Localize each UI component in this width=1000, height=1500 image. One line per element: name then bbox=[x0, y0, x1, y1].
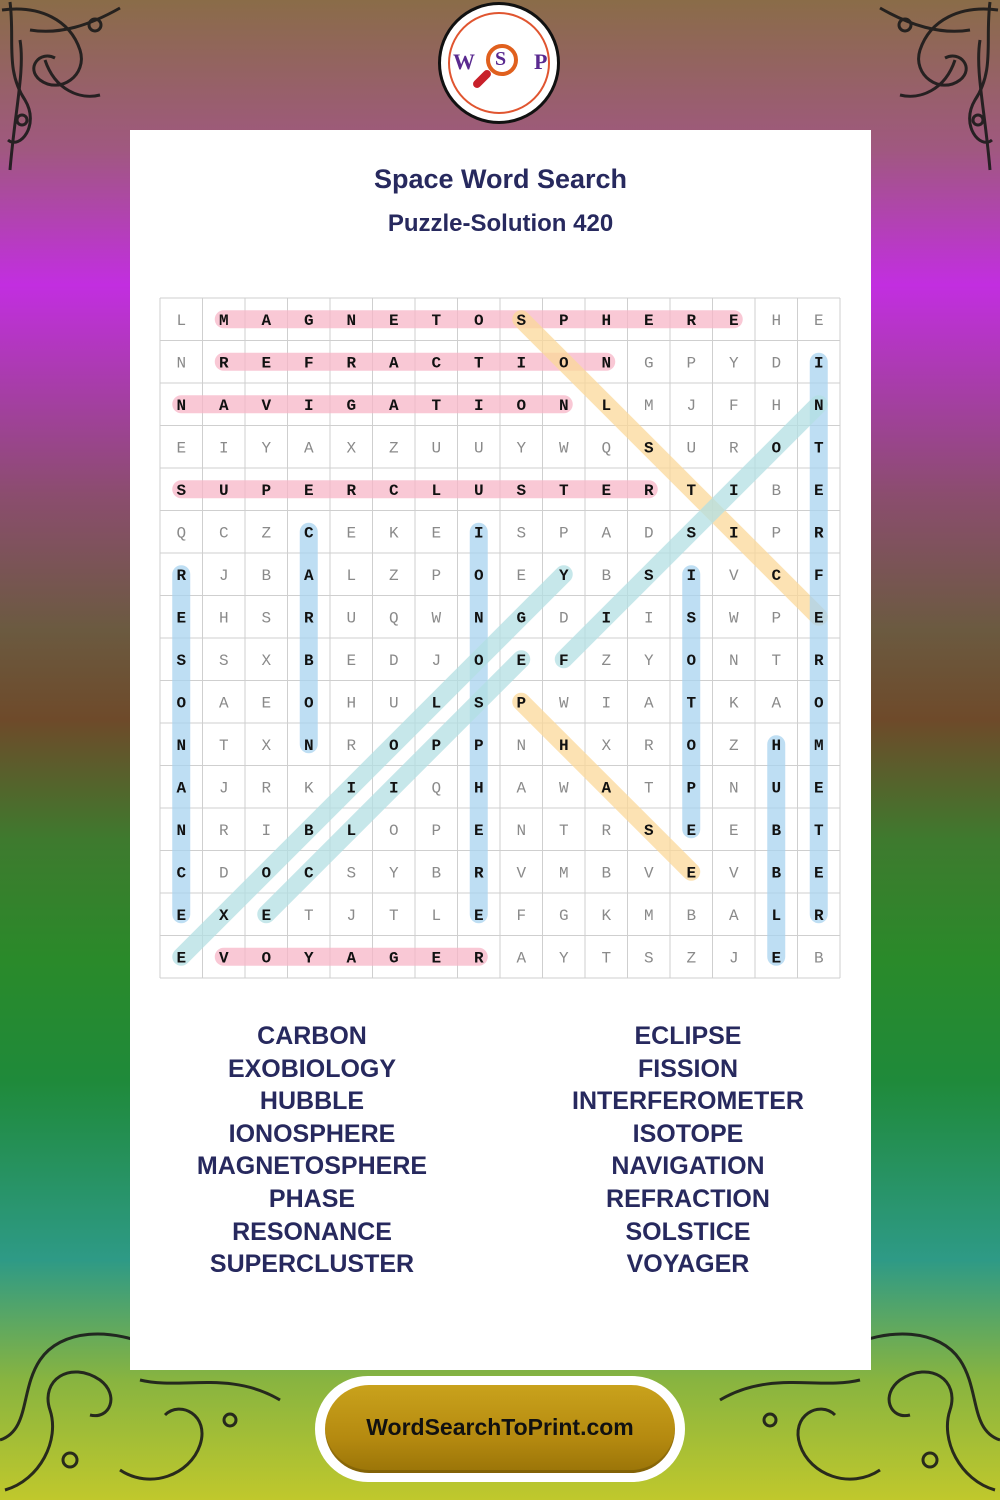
site-logo[interactable] bbox=[438, 2, 560, 124]
grid-letter[interactable]: G bbox=[346, 396, 357, 415]
grid-letter[interactable]: E bbox=[431, 949, 442, 968]
grid-letter[interactable]: Q bbox=[388, 609, 399, 628]
word-list-item: ISOTOPE bbox=[632, 1119, 744, 1148]
grid-letter[interactable]: P bbox=[473, 736, 484, 755]
grid-letter[interactable]: C bbox=[218, 524, 229, 543]
grid-letter[interactable]: W bbox=[431, 609, 442, 628]
grid-letter[interactable]: Y bbox=[728, 354, 739, 373]
grid-letter[interactable]: E bbox=[643, 311, 654, 330]
grid-letter[interactable]: B bbox=[303, 821, 314, 840]
grid-letter[interactable]: I bbox=[601, 609, 612, 628]
grid-letter[interactable]: B bbox=[601, 864, 612, 883]
grid-letter[interactable]: Y bbox=[558, 949, 569, 968]
grid-letter[interactable]: V bbox=[218, 949, 229, 968]
grid-letter[interactable]: S bbox=[516, 524, 527, 543]
grid-letter[interactable]: G bbox=[388, 949, 399, 968]
grid-letter[interactable]: A bbox=[176, 779, 187, 798]
grid-letter[interactable]: M bbox=[813, 736, 824, 755]
grid-letter[interactable]: A bbox=[516, 779, 527, 798]
puzzle-subtitle: Puzzle-Solution 420 bbox=[387, 210, 614, 237]
grid-letter[interactable]: E bbox=[176, 439, 187, 458]
grid-letter[interactable]: E bbox=[176, 949, 187, 968]
grid-letter[interactable]: P bbox=[431, 566, 442, 585]
grid-letter[interactable]: I bbox=[473, 524, 484, 543]
grid-letter[interactable]: S bbox=[218, 651, 229, 670]
grid-letter[interactable]: J bbox=[346, 906, 357, 925]
grid-letter[interactable]: U bbox=[431, 439, 442, 458]
grid-letter[interactable]: V bbox=[728, 566, 739, 585]
grid-letter[interactable]: L bbox=[431, 481, 442, 500]
grid-letter[interactable]: N bbox=[346, 311, 357, 330]
grid-letter[interactable]: I bbox=[728, 524, 739, 543]
grid-letter[interactable]: I bbox=[601, 694, 612, 713]
grid-letter[interactable]: O bbox=[771, 439, 782, 458]
grid-letter[interactable]: R bbox=[643, 736, 654, 755]
grid-letter[interactable]: B bbox=[261, 566, 272, 585]
grid-letter[interactable]: E bbox=[686, 821, 697, 840]
grid-letter[interactable]: X bbox=[261, 651, 272, 670]
grid-letter[interactable]: I bbox=[303, 396, 314, 415]
grid-letter[interactable]: S bbox=[346, 864, 357, 883]
grid-letter[interactable]: T bbox=[218, 736, 229, 755]
grid-letter[interactable]: I bbox=[516, 354, 527, 373]
grid-letter[interactable]: Q bbox=[431, 779, 442, 798]
grid-letter[interactable]: E bbox=[176, 906, 187, 925]
grid-letter[interactable]: V bbox=[728, 864, 739, 883]
grid-letter[interactable]: J bbox=[431, 651, 442, 670]
grid-letter[interactable]: R bbox=[473, 949, 484, 968]
grid-letter[interactable]: H bbox=[473, 779, 484, 798]
grid-letter[interactable]: O bbox=[473, 651, 484, 670]
grid-letter[interactable]: N bbox=[558, 396, 569, 415]
word-list-item: FISSION bbox=[637, 1054, 738, 1083]
grid-letter[interactable]: Q bbox=[176, 524, 187, 543]
grid-letter[interactable]: A bbox=[388, 396, 399, 415]
grid-letter[interactable]: P bbox=[771, 524, 782, 543]
grid-letter[interactable]: O bbox=[176, 694, 187, 713]
grid-letter[interactable]: K bbox=[388, 524, 399, 543]
word-list-item: SOLSTICE bbox=[625, 1217, 751, 1246]
grid-letter[interactable]: N bbox=[728, 779, 739, 798]
grid-letter[interactable]: E bbox=[813, 864, 824, 883]
grid-letter[interactable]: O bbox=[261, 949, 272, 968]
grid-letter[interactable]: C bbox=[431, 354, 442, 373]
grid-letter[interactable]: R bbox=[346, 354, 357, 373]
grid-letter[interactable]: D bbox=[558, 609, 569, 628]
grid-letter[interactable]: R bbox=[643, 481, 654, 500]
grid-letter[interactable]: S bbox=[176, 481, 187, 500]
grid-letter[interactable]: P bbox=[686, 354, 697, 373]
word-list-item: SUPERCLUSTER bbox=[209, 1250, 415, 1279]
grid-letter[interactable]: M bbox=[643, 396, 654, 415]
grid-letter[interactable]: R bbox=[473, 864, 484, 883]
grid-letter[interactable]: U bbox=[473, 439, 484, 458]
grid-letter[interactable]: O bbox=[686, 736, 697, 755]
grid-letter[interactable]: P bbox=[516, 694, 527, 713]
word-list-item: NAVIGATION bbox=[611, 1152, 765, 1181]
grid-letter[interactable]: E bbox=[346, 524, 357, 543]
logo-letter-s: S bbox=[495, 48, 507, 70]
grid-letter[interactable]: J bbox=[686, 396, 697, 415]
grid-letter[interactable]: U bbox=[686, 439, 697, 458]
grid-letter[interactable]: E bbox=[686, 864, 697, 883]
grid-letter[interactable]: D bbox=[771, 354, 782, 373]
grid-letter[interactable]: W bbox=[558, 439, 569, 458]
grid-letter[interactable]: I bbox=[388, 779, 399, 798]
grid-letter[interactable]: H bbox=[558, 736, 569, 755]
grid-letter[interactable]: S bbox=[686, 524, 697, 543]
grid-letter[interactable]: B bbox=[303, 651, 314, 670]
grid-letter[interactable]: A bbox=[388, 354, 399, 373]
grid-letter[interactable]: R bbox=[218, 821, 229, 840]
grid-letter[interactable]: R bbox=[813, 906, 824, 925]
word-list-right bbox=[538, 1020, 838, 1281]
grid-letter[interactable]: U bbox=[473, 481, 484, 500]
grid-letter[interactable]: T bbox=[643, 779, 654, 798]
grid-letter[interactable]: Q bbox=[601, 439, 612, 458]
logo-letter-p: P bbox=[534, 49, 548, 74]
grid-letter[interactable]: S bbox=[516, 481, 527, 500]
grid-letter[interactable]: Y bbox=[388, 864, 399, 883]
grid-letter[interactable]: R bbox=[218, 354, 229, 373]
grid-letter[interactable]: N bbox=[176, 821, 187, 840]
grid-letter[interactable]: E bbox=[813, 311, 824, 330]
grid-letter[interactable]: U bbox=[388, 694, 399, 713]
grid-letter[interactable]: T bbox=[558, 821, 569, 840]
grid-letter[interactable]: E bbox=[813, 779, 824, 798]
grid-letter[interactable]: Y bbox=[303, 949, 314, 968]
grid-letter[interactable]: R bbox=[601, 821, 612, 840]
grid-letter[interactable]: A bbox=[643, 694, 654, 713]
grid-letter[interactable]: I bbox=[261, 821, 272, 840]
grid-letter[interactable]: O bbox=[388, 821, 399, 840]
grid-letter[interactable]: X bbox=[601, 736, 612, 755]
grid-letter[interactable]: R bbox=[176, 566, 187, 585]
grid-letter[interactable]: A bbox=[601, 779, 612, 798]
grid-letter[interactable]: E bbox=[388, 311, 399, 330]
grid-letter[interactable]: R bbox=[303, 609, 314, 628]
word-list-left bbox=[162, 1020, 462, 1281]
grid-letter[interactable]: C bbox=[303, 524, 314, 543]
grid-letter[interactable]: O bbox=[303, 694, 314, 713]
grid-letter[interactable]: R bbox=[813, 651, 824, 670]
grid-letter[interactable]: B bbox=[771, 821, 782, 840]
grid-letter[interactable]: J bbox=[218, 566, 229, 585]
grid-letter[interactable]: I bbox=[473, 396, 484, 415]
grid-letter[interactable]: F bbox=[303, 354, 314, 373]
grid-letter[interactable]: D bbox=[643, 524, 654, 543]
grid-letter[interactable]: E bbox=[346, 651, 357, 670]
grid-letter[interactable]: L bbox=[771, 906, 782, 925]
grid-letter[interactable]: E bbox=[473, 821, 484, 840]
grid-letter[interactable]: V bbox=[643, 864, 654, 883]
grid-letter[interactable]: E bbox=[303, 481, 314, 500]
grid-letter[interactable]: E bbox=[728, 821, 739, 840]
grid-letter[interactable]: T bbox=[771, 651, 782, 670]
grid-letter[interactable]: Z bbox=[388, 566, 399, 585]
grid-letter[interactable]: P bbox=[558, 524, 569, 543]
grid-letter[interactable]: W bbox=[728, 609, 739, 628]
grid-letter[interactable]: Y bbox=[516, 439, 527, 458]
grid-letter[interactable]: I bbox=[686, 566, 697, 585]
grid-letter[interactable]: T bbox=[431, 311, 442, 330]
grid-letter[interactable]: W bbox=[558, 694, 569, 713]
grid-letter[interactable]: L bbox=[601, 396, 612, 415]
grid-letter[interactable]: L bbox=[431, 694, 442, 713]
grid-letter[interactable]: E bbox=[728, 311, 739, 330]
word-list-item: HUBBLE bbox=[259, 1087, 365, 1116]
grid-letter[interactable]: R bbox=[346, 736, 357, 755]
grid-letter[interactable]: F bbox=[516, 906, 527, 925]
grid-letter[interactable]: E bbox=[516, 651, 527, 670]
grid-letter[interactable]: A bbox=[601, 524, 612, 543]
grid-letter[interactable]: R bbox=[346, 481, 357, 500]
grid-letter[interactable]: J bbox=[218, 779, 229, 798]
grid-letter[interactable]: I bbox=[813, 354, 824, 373]
grid-letter[interactable]: V bbox=[261, 396, 272, 415]
grid-letter[interactable]: B bbox=[771, 481, 782, 500]
grid-letter[interactable]: X bbox=[261, 736, 272, 755]
grid-letter[interactable]: O bbox=[388, 736, 399, 755]
grid-letter[interactable]: J bbox=[728, 949, 739, 968]
grid-letter[interactable]: S bbox=[176, 651, 187, 670]
grid-letter[interactable]: Z bbox=[728, 736, 739, 755]
grid-letter[interactable]: G bbox=[303, 311, 314, 330]
grid-letter[interactable]: B bbox=[431, 864, 442, 883]
grid-letter[interactable]: G bbox=[516, 609, 527, 628]
grid-letter[interactable]: S bbox=[473, 694, 484, 713]
grid-letter[interactable]: E bbox=[431, 524, 442, 543]
grid-letter[interactable]: X bbox=[218, 906, 229, 925]
grid-letter[interactable]: A bbox=[303, 439, 314, 458]
grid-letter[interactable]: H bbox=[771, 311, 782, 330]
grid-letter[interactable]: H bbox=[771, 736, 782, 755]
grid-letter[interactable]: T bbox=[303, 906, 314, 925]
grid-letter[interactable]: H bbox=[771, 396, 782, 415]
grid-letter[interactable]: E bbox=[813, 481, 824, 500]
grid-letter[interactable]: E bbox=[813, 609, 824, 628]
grid-letter[interactable]: R bbox=[261, 779, 272, 798]
grid-letter[interactable]: U bbox=[218, 481, 229, 500]
grid-letter[interactable]: C bbox=[176, 864, 187, 883]
grid-letter[interactable]: T bbox=[813, 439, 824, 458]
grid-letter[interactable]: N bbox=[601, 354, 612, 373]
grid-letter[interactable]: V bbox=[516, 864, 527, 883]
grid-letter[interactable]: O bbox=[516, 396, 527, 415]
grid-letter[interactable]: F bbox=[813, 566, 824, 585]
word-list-item: VOYAGER bbox=[626, 1250, 750, 1279]
word-list-item: REFRACTION bbox=[606, 1184, 770, 1213]
grid-letter[interactable]: E bbox=[473, 906, 484, 925]
word-list-item: RESONANCE bbox=[232, 1217, 392, 1246]
grid-letter[interactable]: A bbox=[346, 949, 357, 968]
grid-letter[interactable]: I bbox=[643, 609, 654, 628]
word-list-item: MAGNETOSPHERE bbox=[196, 1152, 428, 1181]
grid-letter[interactable]: P bbox=[261, 481, 272, 500]
grid-letter[interactable]: O bbox=[473, 566, 484, 585]
grid-letter[interactable]: A bbox=[771, 694, 782, 713]
grid-letter[interactable]: Y bbox=[261, 439, 272, 458]
word-list-item: EXOBIOLOGY bbox=[227, 1054, 397, 1083]
grid-letter[interactable]: N bbox=[176, 396, 187, 415]
grid-letter[interactable]: L bbox=[346, 821, 357, 840]
grid-letter[interactable]: T bbox=[813, 821, 824, 840]
grid-letter[interactable]: E bbox=[601, 481, 612, 500]
grid-letter[interactable]: O bbox=[558, 354, 569, 373]
grid-letter[interactable]: B bbox=[601, 566, 612, 585]
grid-letter[interactable]: H bbox=[218, 609, 229, 628]
grid-letter[interactable]: U bbox=[771, 779, 782, 798]
grid-letter[interactable]: K bbox=[728, 694, 739, 713]
grid-letter[interactable]: O bbox=[261, 864, 272, 883]
grid-letter[interactable]: I bbox=[346, 779, 357, 798]
grid-letter[interactable]: M bbox=[558, 864, 569, 883]
grid-letter[interactable]: M bbox=[643, 906, 654, 925]
grid-letter[interactable]: T bbox=[473, 354, 484, 373]
grid-letter[interactable]: T bbox=[388, 906, 399, 925]
grid-letter[interactable]: S bbox=[643, 949, 654, 968]
grid-letter[interactable]: B bbox=[813, 949, 824, 968]
grid-letter[interactable]: E bbox=[771, 949, 782, 968]
grid-letter[interactable]: C bbox=[771, 566, 782, 585]
grid-letter[interactable]: Z bbox=[261, 524, 272, 543]
grid-letter[interactable]: T bbox=[601, 949, 612, 968]
footer-site-link[interactable]: WordSearchToPrint.com bbox=[366, 1414, 634, 1440]
grid-letter[interactable]: E bbox=[176, 609, 187, 628]
grid-letter[interactable]: P bbox=[558, 311, 569, 330]
word-list-item: INTERFEROMETER bbox=[572, 1087, 804, 1116]
word-list-item: ECLIPSE bbox=[634, 1022, 742, 1050]
grid-letter[interactable]: T bbox=[431, 396, 442, 415]
grid-letter[interactable]: F bbox=[728, 396, 739, 415]
grid-letter[interactable]: N bbox=[303, 736, 314, 755]
grid-letter[interactable]: Y bbox=[558, 566, 569, 585]
grid-letter[interactable]: B bbox=[771, 864, 782, 883]
grid-letter[interactable]: S bbox=[261, 609, 272, 628]
grid-letter[interactable]: G bbox=[643, 354, 654, 373]
grid-letter[interactable]: P bbox=[686, 779, 697, 798]
grid-letter[interactable]: Y bbox=[643, 651, 654, 670]
grid-letter[interactable]: O bbox=[813, 694, 824, 713]
grid-letter[interactable]: O bbox=[473, 311, 484, 330]
grid-letter[interactable]: A bbox=[303, 566, 314, 585]
grid-letter[interactable]: O bbox=[686, 651, 697, 670]
grid-letter[interactable]: L bbox=[176, 311, 187, 330]
grid-letter[interactable]: A bbox=[218, 396, 229, 415]
grid-letter[interactable]: E bbox=[261, 906, 272, 925]
grid-letter[interactable]: N bbox=[813, 396, 824, 415]
grid-letter[interactable]: M bbox=[218, 311, 229, 330]
grid-letter[interactable]: L bbox=[431, 906, 442, 925]
grid-letter[interactable]: T bbox=[558, 481, 569, 500]
grid-letter[interactable]: I bbox=[728, 481, 739, 500]
grid-letter[interactable]: E bbox=[261, 694, 272, 713]
grid-letter[interactable]: R bbox=[686, 311, 697, 330]
grid-letter[interactable]: T bbox=[686, 694, 697, 713]
grid-letter[interactable]: N bbox=[176, 354, 187, 373]
grid-letter[interactable]: A bbox=[516, 949, 527, 968]
grid-letter[interactable]: A bbox=[728, 906, 739, 925]
grid-letter[interactable]: E bbox=[516, 566, 527, 585]
logo-letter-w: W bbox=[453, 49, 475, 74]
grid-letter[interactable]: Z bbox=[601, 651, 612, 670]
grid-letter[interactable]: E bbox=[261, 354, 272, 373]
grid-letter[interactable]: S bbox=[516, 311, 527, 330]
grid-letter[interactable]: P bbox=[431, 821, 442, 840]
word-list-item: CARBON bbox=[257, 1022, 367, 1050]
grid-letter[interactable]: S bbox=[686, 609, 697, 628]
grid-letter[interactable]: I bbox=[218, 439, 229, 458]
grid-letter[interactable]: C bbox=[388, 481, 399, 500]
grid-letter[interactable]: P bbox=[771, 609, 782, 628]
grid-letter[interactable]: F bbox=[558, 651, 569, 670]
grid-letter[interactable]: D bbox=[218, 864, 229, 883]
grid-letter[interactable]: G bbox=[558, 906, 569, 925]
grid-letter[interactable]: S bbox=[643, 439, 654, 458]
grid-letter[interactable]: A bbox=[218, 694, 229, 713]
grid-letter[interactable]: D bbox=[388, 651, 399, 670]
grid-letter[interactable]: N bbox=[176, 736, 187, 755]
grid-letter[interactable]: N bbox=[473, 609, 484, 628]
grid-letter[interactable]: K bbox=[601, 906, 612, 925]
grid-letter[interactable]: Z bbox=[388, 439, 399, 458]
puzzle-title: Space Word Search bbox=[373, 164, 628, 194]
word-list-item: PHASE bbox=[268, 1184, 356, 1213]
grid-letter[interactable]: L bbox=[346, 566, 357, 585]
grid-letter[interactable]: N bbox=[516, 736, 527, 755]
grid-letter[interactable]: T bbox=[686, 481, 697, 500]
grid-letter[interactable]: N bbox=[516, 821, 527, 840]
grid-letter[interactable]: H bbox=[346, 694, 357, 713]
grid-letter[interactable]: C bbox=[303, 864, 314, 883]
footer-badge[interactable] bbox=[315, 1376, 685, 1482]
grid-letter[interactable]: S bbox=[643, 821, 654, 840]
grid-letter[interactable]: R bbox=[813, 524, 824, 543]
grid-letter[interactable]: U bbox=[346, 609, 357, 628]
grid-letter[interactable]: K bbox=[303, 779, 314, 798]
grid-letter[interactable]: R bbox=[728, 439, 739, 458]
grid-letter[interactable]: A bbox=[261, 311, 272, 330]
grid-letter[interactable]: S bbox=[643, 566, 654, 585]
grid-letter[interactable]: X bbox=[346, 439, 357, 458]
grid-letter[interactable]: B bbox=[686, 906, 697, 925]
grid-letter[interactable]: Z bbox=[686, 949, 697, 968]
word-list-item: IONOSPHERE bbox=[228, 1119, 396, 1148]
grid-letter[interactable]: W bbox=[558, 779, 569, 798]
grid-letter[interactable]: N bbox=[728, 651, 739, 670]
grid-letter[interactable]: P bbox=[431, 736, 442, 755]
grid-letter[interactable]: H bbox=[601, 311, 612, 330]
